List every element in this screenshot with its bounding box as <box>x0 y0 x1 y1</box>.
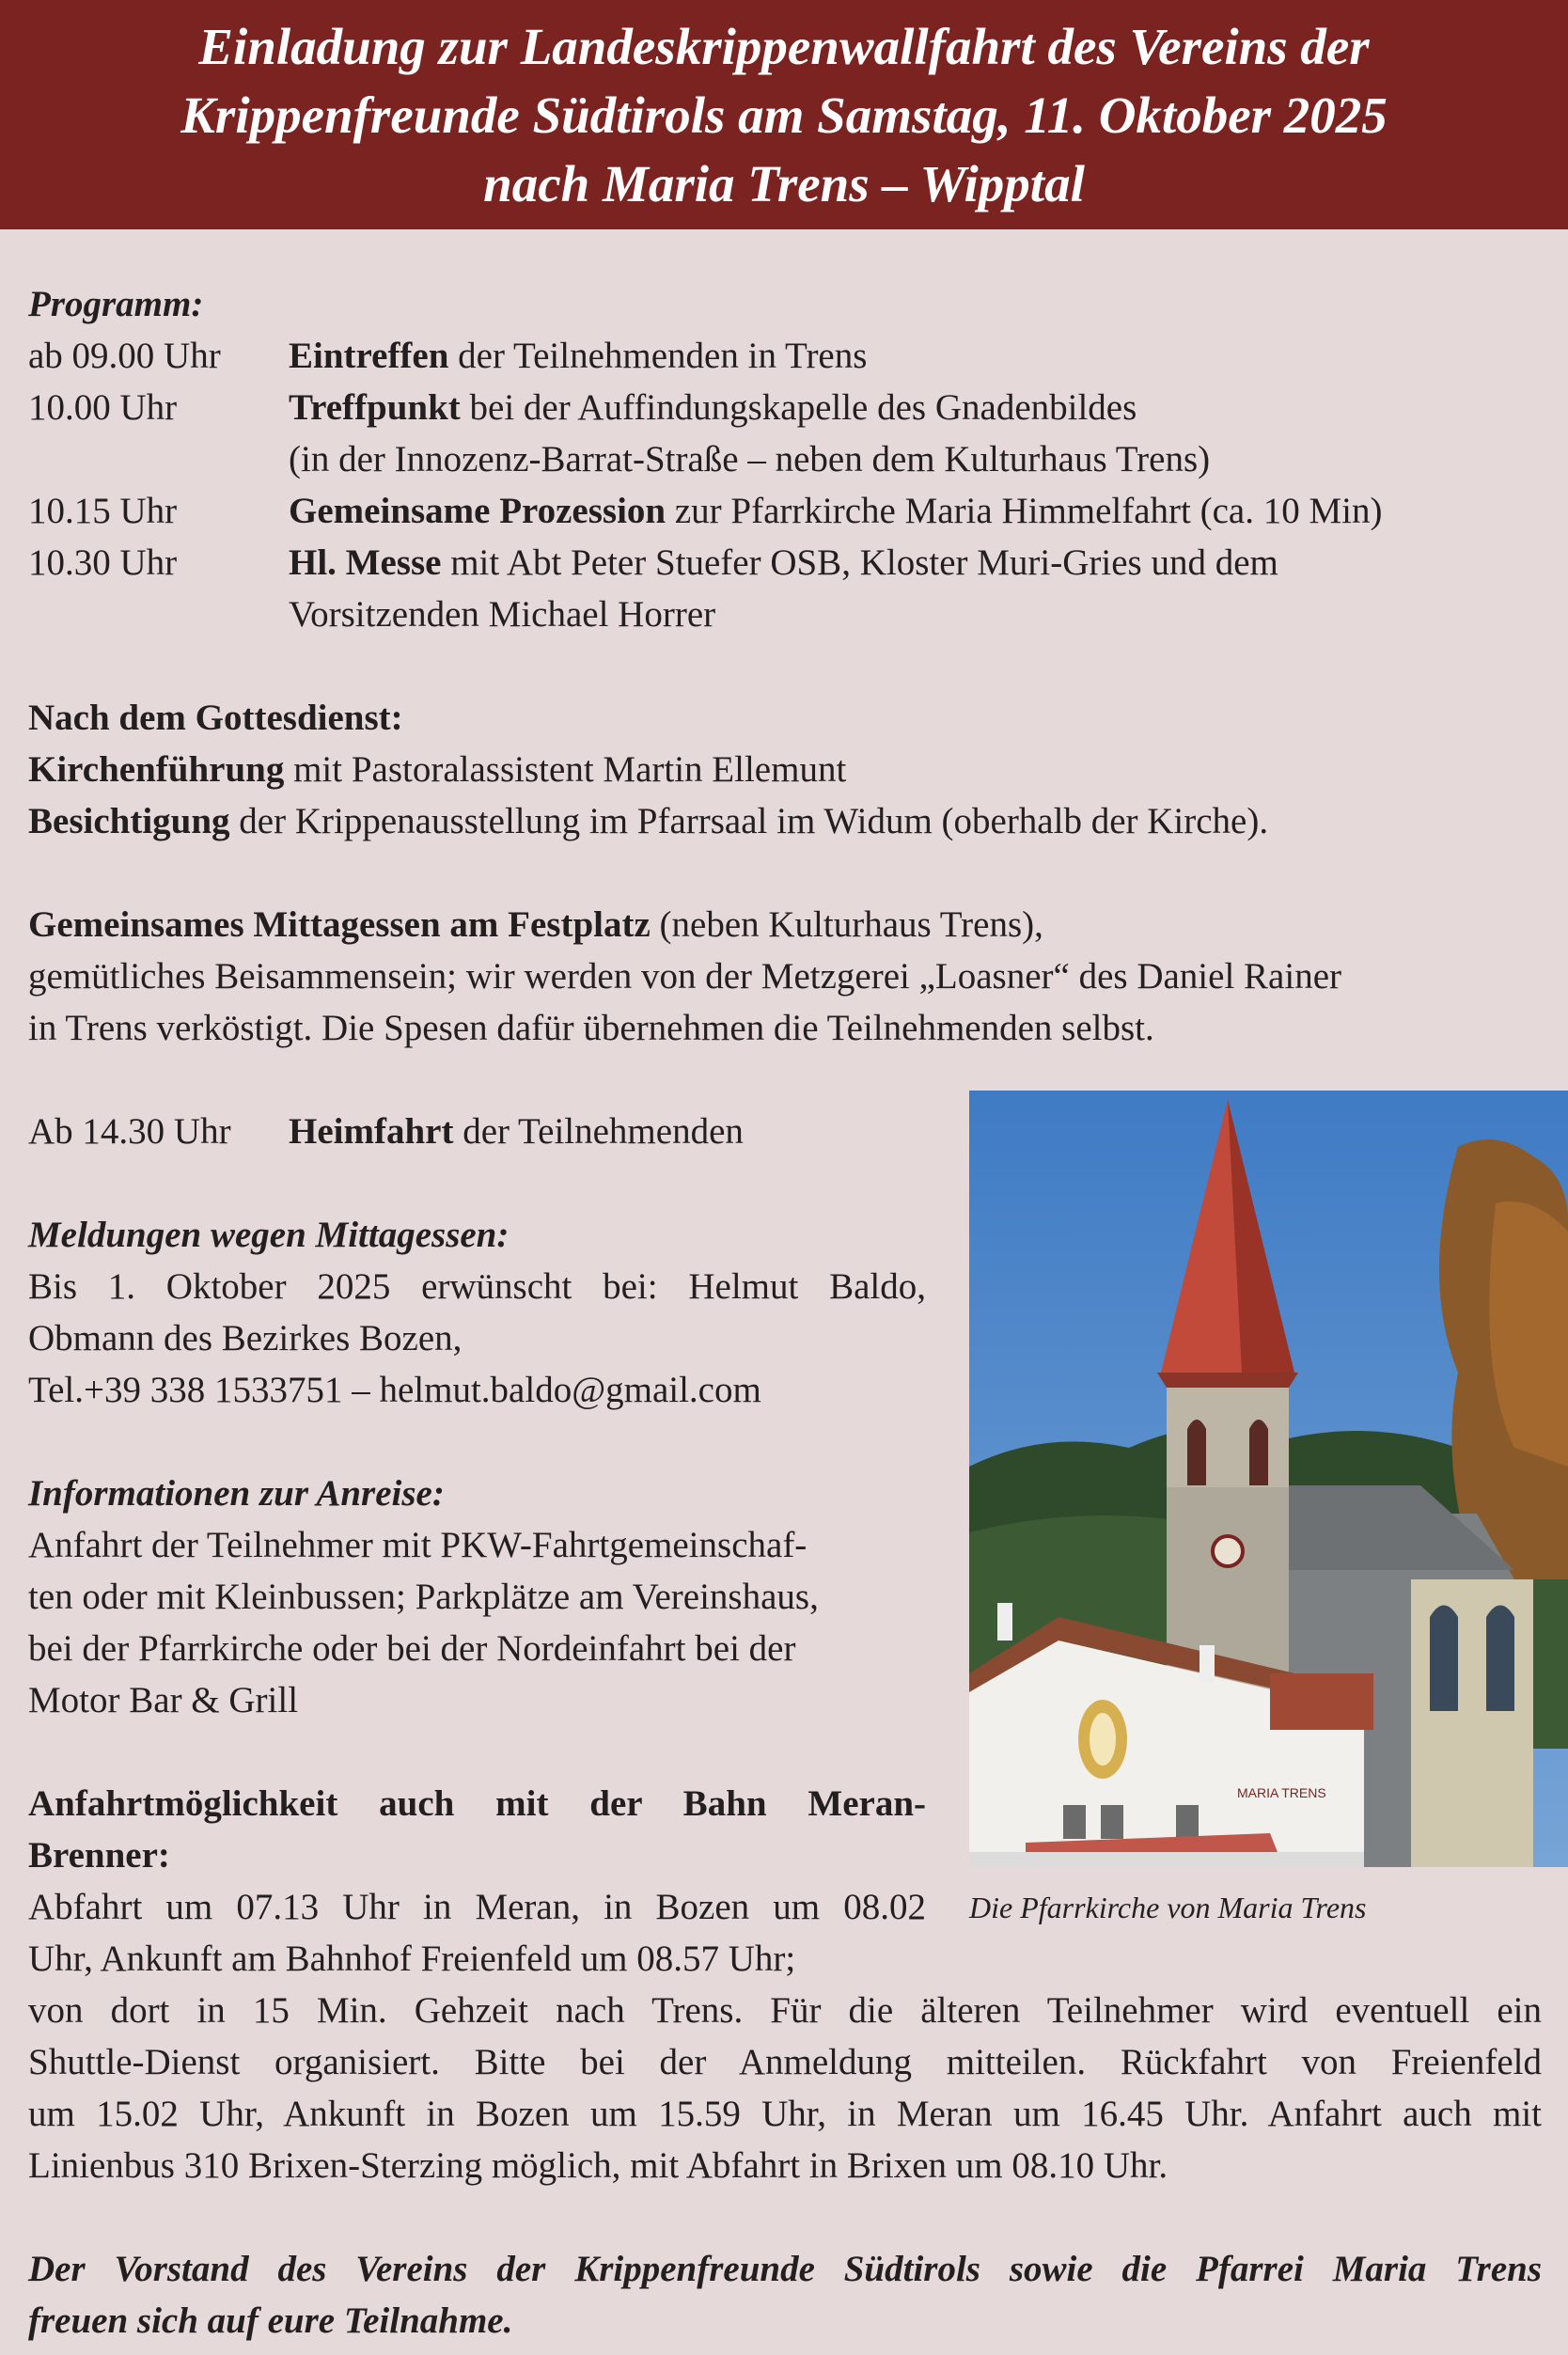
bahn-heading-1: Anfahrtmöglichkeit auch mit der Bahn Meran- <box>28 1783 926 1824</box>
programm-bold: Eintreffen <box>289 336 449 376</box>
programm-text-2: (in der Innozenz-Barrat-Straße – neben dem Kulturhaus Trens) <box>289 439 1211 479</box>
closing-greeting <box>28 2243 1542 2347</box>
title-banner <box>0 0 1568 229</box>
anreise-section <box>28 1468 926 1726</box>
meldungen-contact: Tel.+39 338 1533751 – helmut.baldo@gmail.com <box>28 1370 761 1410</box>
programm-desc <box>289 485 1542 537</box>
bahn-line-2: Uhr, Ankunft am Bahnhof Freienfeld um 08.57 Uhr; <box>28 1939 796 1979</box>
programm-time: 10.00 Uhr <box>28 387 178 428</box>
programm-bold: Hl. Messe <box>289 542 442 583</box>
meldungen-heading: Meldungen wegen Mittagessen: <box>28 1215 510 1255</box>
bahn-line-3: von dort in 15 Min. Gehzeit nach Trens. Für die älteren Teilnehmer wird eventuell ein <box>28 1990 1542 2031</box>
programm-text: der Teilnehmenden in Trens <box>448 336 868 376</box>
mittagessen-line-3: in Trens verköstigt. Die Spesen dafür übernehmen die Teilnehmenden selbst. <box>28 1008 1154 1048</box>
mittagessen-bold: Gemeinsames Mittagessen am Festplatz <box>28 904 651 945</box>
meldungen-line-2: Obmann des Bezirkes Bozen, <box>28 1318 463 1358</box>
mittagessen-line-1 <box>28 899 1542 950</box>
title-line-3: nach Maria Trens – Wipptal <box>483 154 1085 212</box>
bahn-line-5: um 15.02 Uhr, Ankunft in Bozen um 15.59 Uhr, in Meran um 16.45 Uhr. Anfahrt auch mit <box>28 2094 1542 2134</box>
programm-desc <box>289 330 1542 382</box>
title-line-1: Einladung zur Landeskrippenwallfahrt des Vereins der <box>198 17 1370 75</box>
kirchenfuehrung-bold: Kirchenführung <box>28 749 285 790</box>
programm-desc <box>289 382 1542 485</box>
bahn-heading-2: Brenner: <box>28 1835 170 1876</box>
photo-caption: Die Pfarrkirche von Maria Trens <box>969 1891 1367 1924</box>
kirchenfuehrung-text: mit Pastoralassistent Martin Ellemunt <box>284 749 847 790</box>
anreise-line-1: Anfahrt der Teilnehmer mit PKW-Fahrtgemeinschaf- <box>28 1525 808 1565</box>
programm-time: 10.30 Uhr <box>28 542 178 583</box>
besichtigung-line <box>28 795 1542 847</box>
programm-text: mit Abt Peter Stuefer OSB, Kloster Muri-Gries und dem <box>441 542 1278 583</box>
church-photo <box>969 1091 1568 1867</box>
programm-bold: Gemeinsame Prozession <box>289 491 666 531</box>
heimfahrt-time: Ab 14.30 Uhr <box>28 1111 231 1152</box>
programm-item <box>28 537 1542 640</box>
anreise-line-4: Motor Bar & Grill <box>28 1680 299 1720</box>
programm-item <box>28 382 1542 485</box>
maria-trens-sign: MARIA TRENS <box>1237 1785 1326 1800</box>
closing-line-2: freuen sich auf eure Teilnahme. <box>28 2300 513 2341</box>
anreise-line-2: ten oder mit Kleinbussen; Parkplätze am Vereinshaus, <box>28 1577 819 1617</box>
programm-text: zur Pfarrkirche Maria Himmelfahrt (ca. 10 Min) <box>666 491 1383 531</box>
anreise-heading: Informationen zur Anreise: <box>28 1473 445 1514</box>
heimfahrt-bold: Heimfahrt <box>289 1111 454 1152</box>
programm-time: ab 09.00 Uhr <box>28 336 221 376</box>
programm-item <box>28 330 1542 382</box>
programm-heading: Programm: <box>28 284 204 324</box>
programm-time: 10.15 Uhr <box>28 491 178 531</box>
bahn-line-4: Shuttle-Dienst organisiert. Bitte bei der Anmeldung mitteilen. Rückfahrt von Freienfeld <box>28 2042 1542 2082</box>
programm-desc <box>289 537 1542 640</box>
programm-item <box>28 485 1542 537</box>
programm-text: bei der Auffindungskapelle des Gnadenbildes <box>460 387 1137 428</box>
anreise-line-3: bei der Pfarrkirche oder bei der Nordeinfahrt bei der <box>28 1628 796 1669</box>
closing-line-1: Der Vorstand des Vereins der Krippenfreunde Südtirols sowie die Pfarrei Maria Trens <box>28 2249 1542 2289</box>
bahn-line-6: Linienbus 310 Brixen-Sterzing möglich, mit Abfahrt in Brixen um 08.10 Uhr. <box>28 2145 1168 2186</box>
meldungen-line-1: Bis 1. Oktober 2025 erwünscht bei: Helmut Baldo, <box>28 1266 926 1307</box>
kirchenfuehrung-line <box>28 744 1542 795</box>
bahn-line-1: Abfahrt um 07.13 Uhr in Meran, in Bozen um 08.02 <box>28 1887 926 1927</box>
programm-bold: Treffpunkt <box>289 387 461 428</box>
besichtigung-text: der Krippenausstellung im Pfarrsaal im Widum (oberhalb der Kirche). <box>229 801 1269 841</box>
heimfahrt-text: der Teilnehmenden <box>453 1111 744 1152</box>
meldungen-section <box>28 1209 926 1416</box>
programm-text-2: Vorsitzenden Michael Horrer <box>289 594 716 635</box>
nach-gottesdienst-heading: Nach dem Gottesdienst: <box>28 698 403 738</box>
mittagessen-text: (neben Kulturhaus Trens), <box>650 904 1043 945</box>
besichtigung-bold: Besichtigung <box>28 801 230 841</box>
mittagessen-line-2: gemütliches Beisammensein; wir werden von der Metzgerei „Loasner“ des Daniel Rainer <box>28 956 1341 997</box>
title-line-2: Krippenfreunde Südtirols am Samstag, 11. Oktober 2025 <box>180 86 1388 144</box>
